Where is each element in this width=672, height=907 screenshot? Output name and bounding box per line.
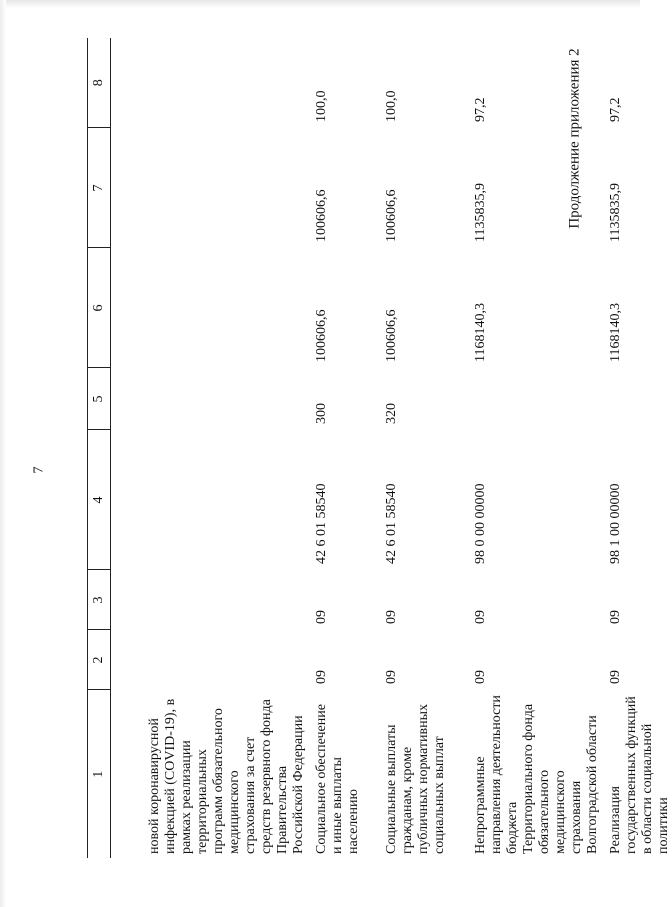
section-code-cell: 09 bbox=[384, 670, 399, 684]
target-code-cell: 98 1 00 00000 bbox=[608, 483, 623, 564]
subsection-code-cell: 09 bbox=[314, 610, 329, 624]
table-row bbox=[111, 38, 308, 858]
section-code-cell: 09 bbox=[608, 670, 623, 684]
scan-edge-left bbox=[0, 0, 6, 907]
expense-type-cell bbox=[466, 368, 601, 430]
header-col-6: 6 bbox=[88, 248, 111, 368]
executed-amount-cell bbox=[111, 128, 308, 248]
table-header-row bbox=[88, 38, 111, 858]
section-code-cell bbox=[111, 630, 308, 690]
table-row bbox=[466, 38, 601, 858]
header-col-5: 5 bbox=[88, 368, 111, 430]
table-row bbox=[307, 38, 377, 858]
percent-cell: 97,2 bbox=[473, 97, 488, 122]
executed-amount-cell: 100606,6 bbox=[314, 189, 329, 242]
section-code-cell: 09 bbox=[314, 670, 329, 684]
percent-cell: 97,2 bbox=[608, 97, 623, 122]
header-col-7: 7 bbox=[88, 128, 111, 248]
row-name-cell: новой коронавирусной инфекцией (COVID-19), в рамках реализации территориальных программ обязательного медицинского страхования за счет средств резервного фонда Правительства Российской Федерации bbox=[147, 698, 306, 854]
planned-amount-cell bbox=[111, 248, 308, 368]
subsection-code-cell bbox=[111, 570, 308, 630]
section-code-cell: 09 bbox=[473, 670, 488, 684]
subsection-code-cell: 09 bbox=[608, 610, 623, 624]
executed-amount-cell: 1135835,9 bbox=[473, 183, 488, 242]
table-row bbox=[601, 38, 672, 858]
header-col-3: 3 bbox=[88, 570, 111, 630]
appendix-continuation-note: Продолжение приложения 2 bbox=[566, 48, 583, 229]
row-name-cell: Социальное обеспечение и иные выплаты населению bbox=[314, 704, 361, 854]
header-col-4: 4 bbox=[88, 430, 111, 570]
row-name-cell: Непрограммные направления деятельности бюджета Территориального фонда обязательного медицинского страхования Волгоградской области bbox=[473, 695, 600, 854]
expense-type-cell bbox=[601, 368, 672, 430]
planned-amount-cell: 1168140,3 bbox=[473, 303, 488, 362]
percent-cell bbox=[111, 38, 308, 128]
header-col-1: 1 bbox=[88, 690, 111, 858]
page-number: 7 bbox=[31, 466, 47, 474]
header-col-2: 2 bbox=[88, 630, 111, 690]
expense-type-cell: 300 bbox=[314, 403, 329, 424]
subsection-code-cell: 09 bbox=[473, 610, 488, 624]
planned-amount-cell: 1168140,3 bbox=[608, 303, 623, 362]
expense-type-cell bbox=[111, 368, 308, 430]
target-code-cell: 42 6 01 58540 bbox=[314, 483, 329, 564]
scan-edge-top bbox=[0, 0, 640, 8]
header-col-8: 8 bbox=[88, 38, 111, 128]
executed-amount-cell: 100606,6 bbox=[384, 189, 399, 242]
target-code-cell bbox=[111, 430, 308, 570]
target-code-cell: 98 0 00 00000 bbox=[473, 483, 488, 564]
planned-amount-cell: 100606,6 bbox=[314, 309, 329, 362]
percent-cell: 100,0 bbox=[384, 90, 399, 122]
row-name-cell: Социальные выплаты гражданам, кроме публичных нормативных социальных выплат bbox=[384, 703, 447, 854]
budget-table bbox=[87, 38, 672, 858]
table-row bbox=[377, 38, 466, 858]
subsection-code-cell: 09 bbox=[384, 610, 399, 624]
row-name-cell: Реализация государственных функций в области социальной политики bbox=[608, 696, 671, 854]
percent-cell: 100,0 bbox=[314, 90, 329, 122]
planned-amount-cell: 100606,6 bbox=[384, 309, 399, 362]
rotated-table-container bbox=[87, 38, 671, 858]
expense-type-cell: 320 bbox=[384, 403, 399, 424]
target-code-cell: 42 6 01 58540 bbox=[384, 483, 399, 564]
executed-amount-cell: 1135835,9 bbox=[608, 183, 623, 242]
